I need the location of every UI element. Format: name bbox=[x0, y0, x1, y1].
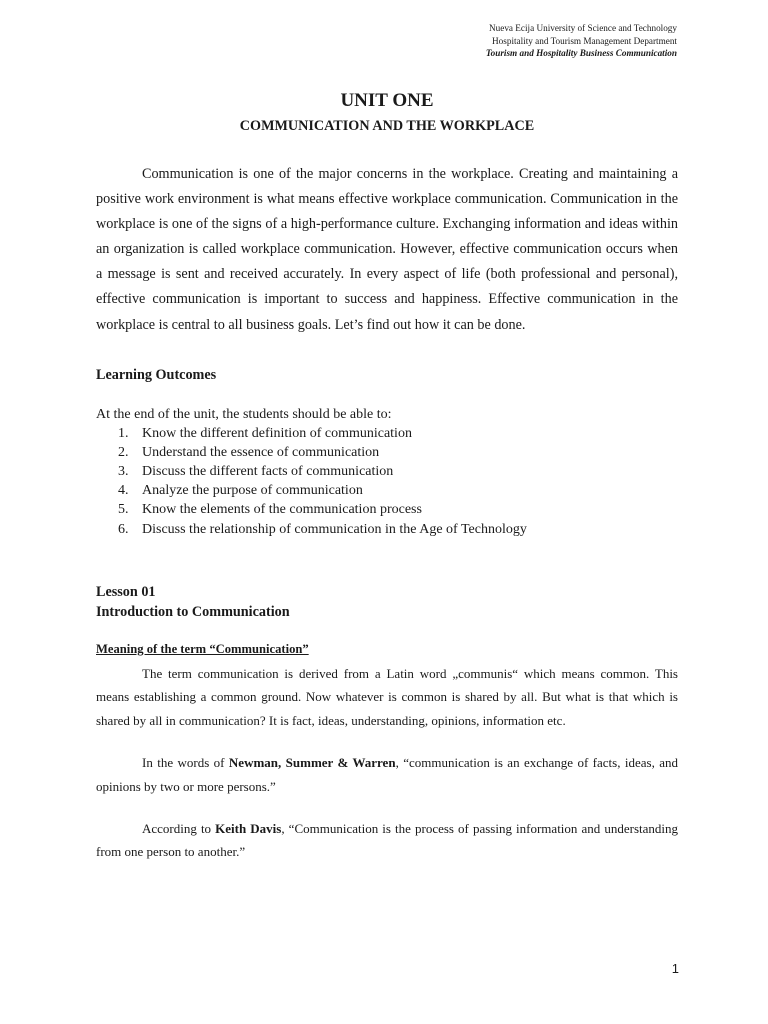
list-item bbox=[118, 520, 678, 539]
learning-outcomes-list bbox=[96, 424, 678, 539]
list-item bbox=[118, 462, 678, 481]
list-item bbox=[118, 424, 678, 443]
meaning-paragraph: The term communication is derived from a Latin word „communis“ which means common. This means establishing a common ground. Now whatever is common is shared by all. But what is that which is shared by all in communication? It is fact, ideas, understanding, opinions, information etc. bbox=[96, 665, 678, 728]
list-item-text: Discuss the relationship of communication in the Age of Technology bbox=[142, 521, 527, 537]
davis-quote-text: , “Communication is the process of passing information and understanding from one person to another.” bbox=[96, 820, 678, 860]
learning-outcomes-intro: At the end of the unit, the students should be able to: bbox=[96, 406, 392, 422]
davis-quote-paragraph bbox=[96, 817, 678, 864]
page-header bbox=[486, 22, 677, 60]
davis-quote-author: Keith Davis bbox=[215, 820, 282, 836]
list-item-text: Understand the essence of communication bbox=[142, 444, 380, 460]
list-item-number: 5. bbox=[118, 502, 129, 518]
newman-quote-text: , “communication is an exchange of facts, ideas, and opinions by two or more persons.” bbox=[96, 755, 678, 794]
list-item-text: Analyze the purpose of communication bbox=[142, 483, 363, 499]
meaning-heading: Meaning of the term “Communication” bbox=[96, 641, 309, 656]
header-university: Nueva Ecija University of Science and Technology bbox=[489, 23, 677, 33]
unit-subtitle: COMMUNICATION AND THE WORKPLACE bbox=[239, 118, 535, 134]
unit-title: UNIT ONE bbox=[340, 90, 434, 111]
list-item-text: Know the different definition of communication bbox=[142, 425, 412, 441]
list-item-number: 1. bbox=[118, 425, 129, 441]
page-content bbox=[96, 88, 678, 864]
list-item-text: Know the elements of the communication process bbox=[142, 502, 422, 518]
list-item-number: 6. bbox=[118, 521, 129, 537]
list-item-number: 2. bbox=[118, 444, 129, 460]
header-course: Tourism and Hospitality Business Communication bbox=[485, 48, 677, 58]
davis-quote-prefix: According to bbox=[142, 820, 216, 836]
list-item bbox=[118, 500, 678, 519]
page-number: 1 bbox=[671, 961, 679, 976]
lesson-title: Introduction to Communication bbox=[96, 603, 290, 620]
list-item-number: 4. bbox=[118, 483, 129, 499]
list-item-text: Discuss the different facts of communication bbox=[142, 464, 394, 480]
newman-quote-paragraph bbox=[96, 751, 678, 798]
header-department: Hospitality and Tourism Management Department bbox=[492, 35, 677, 46]
newman-quote-prefix: In the words of bbox=[142, 755, 229, 771]
intro-paragraph: Communication is one of the major concerns in the workplace. Creating and maintaining a positive work environment is what means effective workplace communication. Communication in the workplace is one of the signs of a high-performance culture. Exchanging information and ideas within an organization is called workplace communication. However, effective communication occurs when a message is sent and received accurately. In every aspect of life (both professional and personal), effective communication is important to success and happiness. Effective communication in the workplace is central to all business goals. Let’s find out how it can be done. bbox=[96, 166, 678, 333]
newman-quote-author: Newman, Summer & Warren bbox=[228, 755, 396, 771]
list-item bbox=[118, 443, 678, 462]
learning-outcomes-heading: Learning Outcomes bbox=[96, 366, 217, 383]
list-item bbox=[118, 481, 678, 500]
lesson-number: Lesson 01 bbox=[96, 583, 156, 600]
list-item-number: 3. bbox=[118, 464, 129, 480]
